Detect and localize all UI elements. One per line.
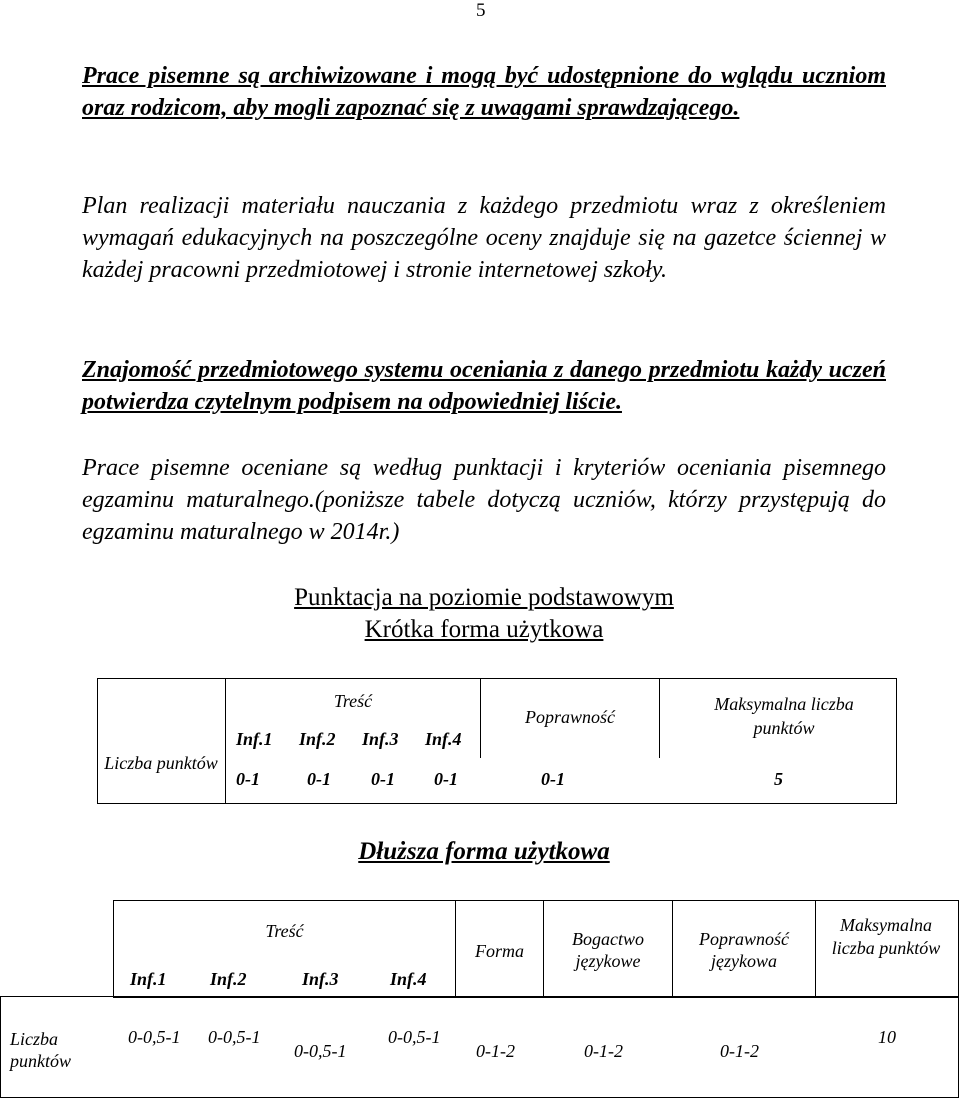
- long-header-forma: Forma: [475, 941, 524, 961]
- short-value-poprawnosc: 0-1: [541, 769, 565, 789]
- short-header-inf2: Inf.2: [299, 729, 336, 749]
- short-header-inf1: Inf.1: [236, 729, 273, 749]
- short-value-inf4: 0-1: [434, 769, 458, 789]
- heading-long-form: Dłuższa forma użytkowa: [358, 838, 610, 865]
- short-value-max: 5: [774, 769, 783, 789]
- long-value-inf3: 0-0,5-1: [294, 1041, 347, 1061]
- long-header-inf4: Inf.4: [390, 969, 427, 989]
- long-value-inf4: 0-0,5-1: [388, 1027, 441, 1047]
- long-header-max: Maksymalna liczba punktów: [831, 915, 941, 958]
- short-row-label: Liczba punktów: [104, 753, 218, 773]
- page-number: 5: [476, 0, 486, 21]
- long-table-divider: [543, 900, 544, 996]
- acknowledgement-paragraph: Znajomość przedmiotowego systemu oceniania z danego przedmiotu każdy uczeń potwierdza czytelnym podpisem na odpowiedniej liście.: [82, 357, 886, 415]
- short-header-tresc: Treść: [333, 691, 373, 711]
- long-value-inf1: 0-0,5-1: [128, 1027, 181, 1047]
- plan-paragraph: Plan realizacji materiału nauczania z każdego przedmiotu wraz z określeniem wymagań edukacyjnych na poszczególne oceny znajduje się na gazetce ściennej w każdej pracowni przedmiotowej i stronie internetowej szkoły.: [82, 193, 886, 283]
- short-header-inf4: Inf.4: [425, 729, 462, 749]
- short-value-inf2: 0-1: [307, 769, 331, 789]
- heading-short-form: Krótka forma użytkowa: [364, 616, 604, 643]
- long-value-max: 10: [878, 1027, 896, 1047]
- long-value-forma: 0-1-2: [476, 1041, 515, 1061]
- long-header-bogactwo: Bogactwo językowe: [572, 929, 644, 971]
- long-value-inf2: 0-0,5-1: [208, 1027, 261, 1047]
- short-header-max: Maksymalna liczba punktów: [714, 694, 854, 738]
- short-value-inf3: 0-1: [371, 769, 395, 789]
- long-header-tresc: Treść: [265, 921, 304, 941]
- long-value-poprawnosc: 0-1-2: [720, 1041, 759, 1061]
- heading-basic-level: Punktacja na poziomie podstawowym: [294, 584, 674, 611]
- short-value-inf1: 0-1: [236, 769, 260, 789]
- long-header-poprawnosc: Poprawność językowa: [699, 929, 789, 971]
- long-row-label: Liczba punktów: [10, 1029, 71, 1071]
- long-header-inf2: Inf.2: [210, 969, 247, 989]
- short-table-divider: [659, 678, 660, 758]
- long-table-divider: [815, 900, 816, 996]
- archive-paragraph: Prace pisemne są archiwizowane i mogą być udostępnione do wglądu uczniom oraz rodzicom, aby mogli zapoznać się z uwagami sprawdzającego.: [82, 63, 886, 121]
- grading-paragraph: Prace pisemne oceniane są według punktacji i kryteriów oceniania pisemnego egzaminu maturalnego.(poniższe tabele dotyczą uczniów, którzy przystępują do egzaminu maturalnego w 2014r.): [82, 455, 886, 545]
- short-header-poprawnosc: Poprawność: [525, 707, 615, 727]
- long-table-divider: [672, 900, 673, 996]
- long-header-inf3: Inf.3: [302, 969, 339, 989]
- short-header-inf3: Inf.3: [362, 729, 399, 749]
- long-value-bogactwo: 0-1-2: [584, 1041, 623, 1061]
- long-header-inf1: Inf.1: [130, 969, 167, 989]
